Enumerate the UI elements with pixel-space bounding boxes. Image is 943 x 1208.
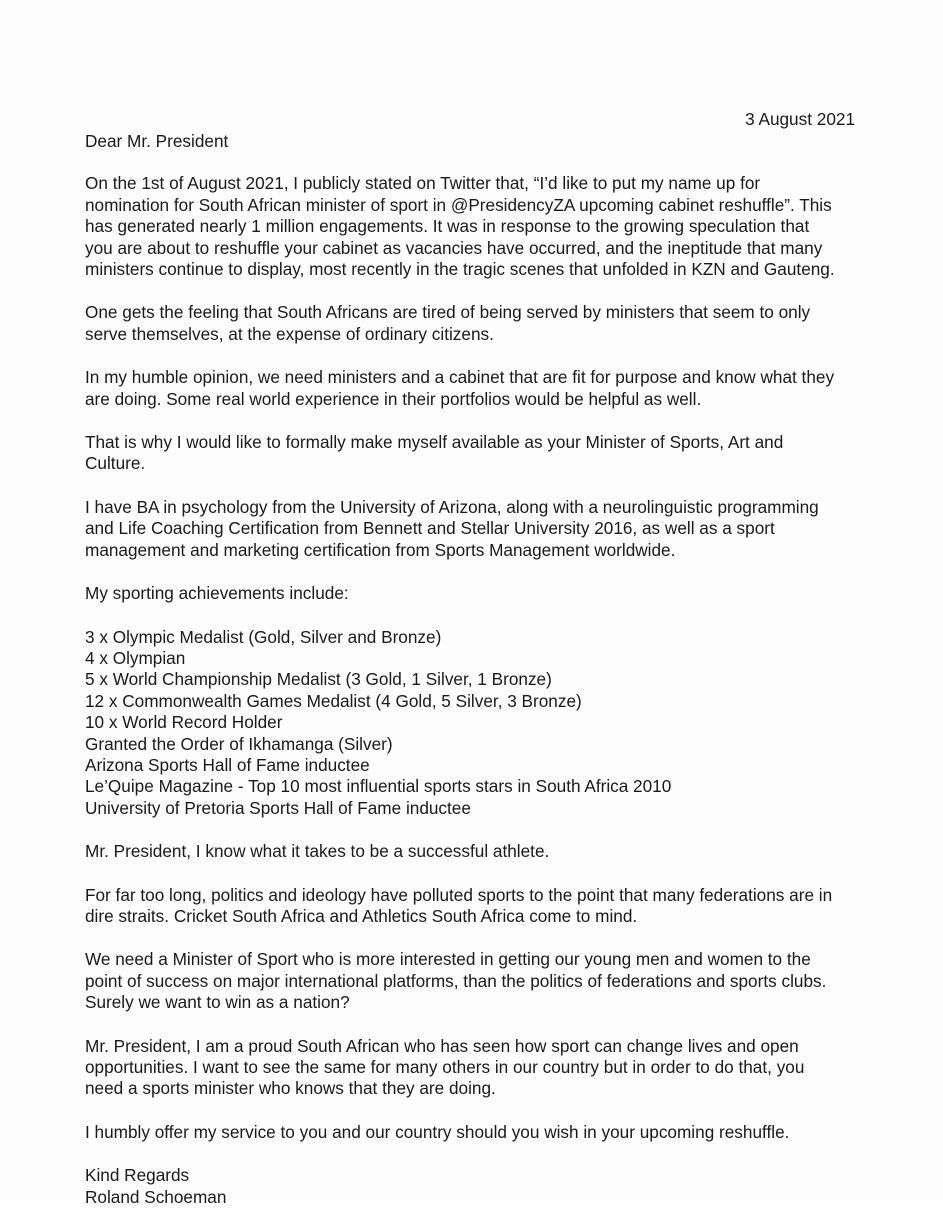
paragraph-line: Mr. President, I am a proud South African who has seen how sport can change lives and open	[85, 1035, 799, 1056]
achievement-item: University of Pretoria Sports Hall of Fame inductee	[85, 797, 471, 818]
paragraph-twitter-statement	[85, 173, 875, 280]
paragraph-line: Surely we want to win as a nation?	[85, 992, 350, 1013]
paragraph-politics-ideology	[85, 885, 875, 928]
achievement-item: 5 x World Championship Medalist (3 Gold, 1 Silver, 1 Bronze)	[85, 669, 552, 690]
paragraph-line: serve themselves, at the expense of ordinary citizens.	[85, 323, 494, 344]
achievement-item: 3 x Olympic Medalist (Gold, Silver and Bronze)	[85, 626, 442, 647]
paragraph-line: Culture.	[85, 453, 146, 474]
paragraph-line: We need a Minister of Sport who is more interested in getting our young men and women to the	[85, 949, 811, 970]
paragraph-line: One gets the feeling that South Africans are tired of being served by ministers that seem to only	[85, 302, 811, 323]
closing-block	[85, 1165, 875, 1208]
letter-body	[85, 131, 875, 1208]
paragraph-line: point of success on major international platforms, than the politics of federations and sports clubs.	[85, 970, 827, 991]
paragraph-humble-opinion	[85, 367, 875, 410]
achievement-item: Arizona Sports Hall of Fame inductee	[85, 754, 370, 775]
paragraph-proud-south-african	[85, 1036, 875, 1100]
paragraph-tired-citizens	[85, 302, 875, 345]
achievement-item: 10 x World Record Holder	[85, 712, 283, 733]
paragraph-line: On the 1st of August 2021, I publicly stated on Twitter that, “I’d like to put my name up for	[85, 173, 761, 194]
signatory-name: Roland Schoeman	[85, 1186, 227, 1207]
paragraph-education	[85, 497, 875, 561]
paragraph-successful-athlete: Mr. President, I know what it takes to be a successful athlete.	[85, 841, 550, 862]
paragraph-availability	[85, 432, 875, 475]
achievement-item: Le’Quipe Magazine - Top 10 most influential sports stars in South Africa 2010	[85, 776, 672, 797]
achievement-item: Granted the Order of Ikhamanga (Silver)	[85, 733, 393, 754]
achievements-intro: My sporting achievements include:	[85, 583, 349, 604]
paragraph-need-minister	[85, 949, 875, 1013]
closing-salutation: Kind Regards	[85, 1165, 190, 1186]
paragraph-line: and Life Coaching Certification from Bennett and Stellar University 2016, as well as a sport	[85, 518, 775, 539]
paragraph-line: dire straits. Cricket South Africa and Athletics South Africa come to mind.	[85, 905, 638, 926]
letter-date: 3 August 2021	[745, 109, 855, 129]
paragraph-line: In my humble opinion, we need ministers and a cabinet that are fit for purpose and know what they	[85, 367, 835, 388]
paragraph-line: has generated nearly 1 million engagements. It was in response to the growing speculation that	[85, 216, 810, 237]
paragraph-line: need a sports minister who knows that they are doing.	[85, 1078, 496, 1099]
greeting: Dear Mr. President	[85, 131, 229, 151]
achievement-item: 12 x Commonwealth Games Medalist (4 Gold, 5 Silver, 3 Bronze)	[85, 690, 582, 711]
paragraph-line: For far too long, politics and ideology have polluted sports to the point that many federations are in	[85, 884, 833, 905]
paragraph-line: management and marketing certification from Sports Management worldwide.	[85, 539, 676, 560]
paragraph-line: ministers continue to display, most recently in the tragic scenes that unfolded in KZN and Gauteng.	[85, 259, 835, 280]
paragraph-line: nomination for South African minister of sport in @PresidencyZA upcoming cabinet reshuffle”. This	[85, 194, 832, 215]
paragraph-line: are doing. Some real world experience in their portfolios would be helpful as well.	[85, 388, 702, 409]
paragraph-line: you are about to reshuffle your cabinet as vacancies have occurred, and the ineptitude that many	[85, 237, 823, 258]
achievements-list	[85, 627, 875, 820]
paragraph-offer-service: I humbly offer my service to you and our country should you wish in your upcoming reshuffle.	[85, 1121, 790, 1142]
paragraph-line: I have BA in psychology from the University of Arizona, along with a neurolinguistic programming	[85, 496, 819, 517]
paragraph-line: opportunities. I want to see the same for many others in our country but in order to do that, you	[85, 1057, 805, 1077]
paragraph-line: That is why I would like to formally make myself available as your Minister of Sports, Art and	[85, 432, 784, 453]
achievement-item: 4 x Olympian	[85, 647, 186, 668]
